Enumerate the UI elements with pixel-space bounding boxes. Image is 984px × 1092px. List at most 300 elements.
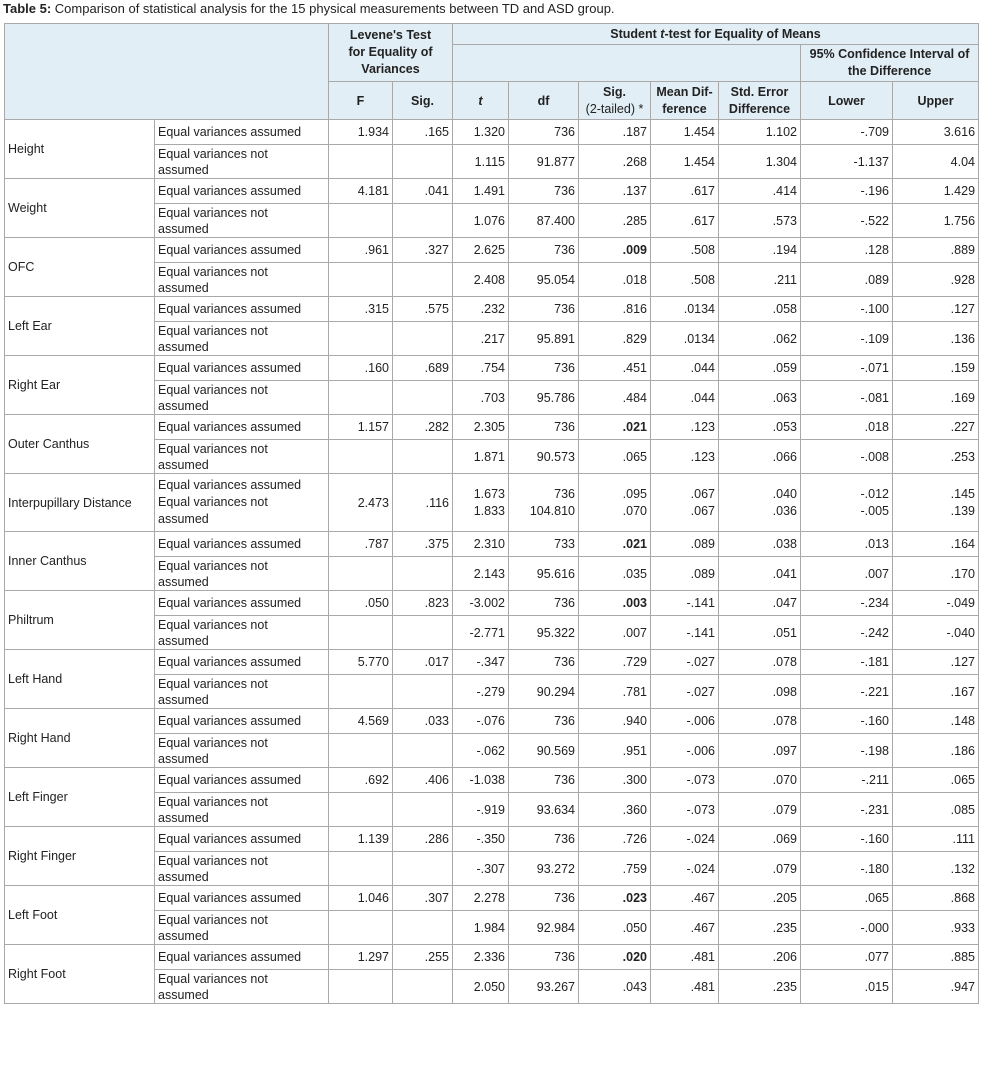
measurement-name: Outer Canthus: [5, 415, 155, 474]
levene-f-empty: [329, 381, 393, 415]
header-t: [453, 82, 509, 120]
levene-sig-empty: [393, 970, 453, 1004]
sig-2-tailed: .300: [579, 768, 651, 793]
sig-2-tailed: .018: [579, 263, 651, 297]
levene-sig: .165: [393, 120, 453, 145]
df: 736: [509, 415, 579, 440]
variance-condition-line: assumed: [158, 869, 209, 884]
mean-diff: -.006: [651, 709, 719, 734]
table-row: [5, 356, 979, 381]
ci-lower: -.221: [801, 675, 893, 709]
sig-2-tailed: .187: [579, 120, 651, 145]
table-row: [5, 945, 979, 970]
df: 90.294: [509, 675, 579, 709]
variance-condition-line: assumed: [158, 692, 209, 707]
levene-f-empty: [329, 852, 393, 886]
measurement-name: Left Foot: [5, 886, 155, 945]
table-row: [5, 238, 979, 263]
ci-upper: .065: [893, 768, 979, 793]
table-row: [5, 591, 979, 616]
measurement-name: Weight: [5, 179, 155, 238]
levene-sig: .575: [393, 297, 453, 322]
std-error: 1.102: [719, 120, 801, 145]
std-error: .235: [719, 911, 801, 945]
std-error-value: .036: [772, 503, 797, 518]
df: 736: [509, 709, 579, 734]
ci-upper-value: .145: [950, 486, 976, 501]
ci-upper: -.040: [893, 616, 979, 650]
levene-f-empty: [329, 440, 393, 474]
table-row: [5, 179, 979, 204]
table-row: [5, 297, 979, 322]
header-ttest-t: t: [660, 27, 665, 41]
sig-2-tailed: .007: [579, 616, 651, 650]
variance-condition-line: Equal variances not: [158, 495, 268, 509]
ci-upper: .947: [893, 970, 979, 1004]
variance-condition: Equal variances assumed: [155, 827, 329, 852]
sig-2-tailed: .065: [579, 440, 651, 474]
sig-2-tailed: [579, 474, 651, 532]
sig-2-tailed: .781: [579, 675, 651, 709]
std-error: 1.304: [719, 145, 801, 179]
ci-upper: 3.616: [893, 120, 979, 145]
header-std-error: [719, 82, 801, 120]
levene-sig-empty: [393, 204, 453, 238]
ci-upper: 4.04: [893, 145, 979, 179]
t: 2.310: [453, 532, 509, 557]
ci-lower: .089: [801, 263, 893, 297]
table-caption-text: Comparison of statistical analysis for the 15 physical measurements between TD and ASD group.: [51, 1, 615, 16]
levene-sig-empty: [393, 381, 453, 415]
t: -.919: [453, 793, 509, 827]
table-row: [5, 120, 979, 145]
std-error: .059: [719, 356, 801, 381]
sig-2-tailed: .021: [579, 415, 651, 440]
levene-sig-empty: [393, 734, 453, 768]
levene-f-empty: [329, 734, 393, 768]
ci-upper: .148: [893, 709, 979, 734]
levene-sig: .307: [393, 886, 453, 911]
t: 1.871: [453, 440, 509, 474]
std-error: .205: [719, 886, 801, 911]
table-row: [5, 768, 979, 793]
t: 2.143: [453, 557, 509, 591]
header-sig: Sig.: [393, 82, 453, 120]
table-caption: [3, 1, 615, 17]
measurement-name: Height: [5, 120, 155, 179]
variance-condition-line: Equal variances not: [158, 382, 268, 397]
mean-diff: .123: [651, 415, 719, 440]
t: [453, 474, 509, 532]
sig-2-tailed: .451: [579, 356, 651, 381]
variance-condition: Equal variances assumed: [155, 238, 329, 263]
mean-diff: .044: [651, 356, 719, 381]
levene-sig-empty: [393, 263, 453, 297]
sig-2-tailed: .035: [579, 557, 651, 591]
ci-lower-value: -.005: [860, 503, 889, 518]
df: 93.634: [509, 793, 579, 827]
t: .232: [453, 297, 509, 322]
mean-diff: .044: [651, 381, 719, 415]
header-std-error-line2: Difference: [728, 101, 791, 116]
t: -1.038: [453, 768, 509, 793]
variance-condition-line: Equal variances not: [158, 735, 268, 750]
variance-condition-line: Equal variances not: [158, 971, 268, 986]
levene-f: 1.046: [329, 886, 393, 911]
t: 2.408: [453, 263, 509, 297]
t: -.307: [453, 852, 509, 886]
mean-diff: -.027: [651, 675, 719, 709]
sig-2-tailed: .021: [579, 532, 651, 557]
df: 92.984: [509, 911, 579, 945]
mean-diff: .123: [651, 440, 719, 474]
mean-diff: .467: [651, 911, 719, 945]
variance-condition: [155, 793, 329, 827]
levene-f-empty: [329, 675, 393, 709]
sig-2-tailed: .360: [579, 793, 651, 827]
ci-lower: .013: [801, 532, 893, 557]
header-ttest-spacer: [453, 45, 801, 82]
levene-f: .315: [329, 297, 393, 322]
levene-f-empty: [329, 322, 393, 356]
mean-diff: 1.454: [651, 120, 719, 145]
sig-2-tailed: .020: [579, 945, 651, 970]
sig-2-tailed: .729: [579, 650, 651, 675]
ci-upper: .885: [893, 945, 979, 970]
variance-condition: Equal variances assumed: [155, 650, 329, 675]
variance-condition-line: assumed: [158, 280, 209, 295]
mean-diff: .481: [651, 970, 719, 1004]
measurement-name: Left Hand: [5, 650, 155, 709]
std-error: .235: [719, 970, 801, 1004]
variance-condition-line: assumed: [158, 987, 209, 1002]
variance-condition: [155, 322, 329, 356]
ci-lower: -.109: [801, 322, 893, 356]
std-error: .097: [719, 734, 801, 768]
t: -.350: [453, 827, 509, 852]
header-ttest: [453, 24, 979, 45]
ci-lower: .015: [801, 970, 893, 1004]
ci-upper: .111: [893, 827, 979, 852]
df: 733: [509, 532, 579, 557]
ci-lower: -.211: [801, 768, 893, 793]
ci-upper: .085: [893, 793, 979, 827]
table-row: [5, 532, 979, 557]
mean-diff: .481: [651, 945, 719, 970]
variance-condition-line: assumed: [158, 810, 209, 825]
t: 2.050: [453, 970, 509, 1004]
std-error: .078: [719, 709, 801, 734]
ci-upper: .928: [893, 263, 979, 297]
header-levene-line3: Variances: [361, 62, 420, 76]
ci-upper: [893, 474, 979, 532]
sig-2-tailed: .023: [579, 886, 651, 911]
mean-diff: .0134: [651, 322, 719, 356]
variance-condition: Equal variances assumed: [155, 591, 329, 616]
header-df: df: [509, 82, 579, 120]
ci-lower: [801, 474, 893, 532]
variance-condition-line: Equal variances not: [158, 146, 268, 161]
t: -2.771: [453, 616, 509, 650]
t: 1.984: [453, 911, 509, 945]
std-error: .063: [719, 381, 801, 415]
variance-condition: [155, 616, 329, 650]
t: 2.336: [453, 945, 509, 970]
header-sig2-line2: (2-tailed) *: [585, 101, 644, 116]
mean-diff: -.006: [651, 734, 719, 768]
sig-2-tailed: .285: [579, 204, 651, 238]
df: 90.569: [509, 734, 579, 768]
levene-f-empty: [329, 911, 393, 945]
statistics-table: [4, 23, 979, 1004]
mean-diff: .617: [651, 204, 719, 238]
ci-upper: .227: [893, 415, 979, 440]
levene-f-empty: [329, 145, 393, 179]
ci-upper: -.049: [893, 591, 979, 616]
table-row: [5, 827, 979, 852]
variance-condition: [155, 557, 329, 591]
ci-upper: .127: [893, 650, 979, 675]
df: 736: [509, 768, 579, 793]
df: 736: [509, 179, 579, 204]
std-error: .051: [719, 616, 801, 650]
t: 1.076: [453, 204, 509, 238]
levene-f: 4.569: [329, 709, 393, 734]
levene-sig-empty: [393, 675, 453, 709]
t: -3.002: [453, 591, 509, 616]
ci-upper: .170: [893, 557, 979, 591]
variance-condition: [155, 204, 329, 238]
t: 1.320: [453, 120, 509, 145]
header-f: F: [329, 82, 393, 120]
t: -.062: [453, 734, 509, 768]
header-upper: Upper: [893, 82, 979, 120]
levene-f: 5.770: [329, 650, 393, 675]
ci-upper: .169: [893, 381, 979, 415]
std-error: [719, 474, 801, 532]
df: 90.573: [509, 440, 579, 474]
ci-lower: -.160: [801, 709, 893, 734]
ci-lower: -.196: [801, 179, 893, 204]
mean-diff: [651, 474, 719, 532]
variance-condition: [155, 440, 329, 474]
sig-2-tailed: .816: [579, 297, 651, 322]
variance-condition-line: Equal variances assumed: [158, 478, 302, 492]
table-row: [5, 886, 979, 911]
ci-lower: -.709: [801, 120, 893, 145]
sig-2-tailed: .726: [579, 827, 651, 852]
ci-upper-value: .139: [950, 503, 976, 518]
variance-condition: Equal variances assumed: [155, 709, 329, 734]
ci-lower: -.081: [801, 381, 893, 415]
header-mean-diff-line2: ference: [662, 101, 707, 116]
mean-diff: .508: [651, 263, 719, 297]
t: -.279: [453, 675, 509, 709]
variance-condition-line: Equal variances not: [158, 794, 268, 809]
variance-condition: [155, 970, 329, 1004]
sig-2-tailed: .829: [579, 322, 651, 356]
variance-condition-line: assumed: [158, 633, 209, 648]
variance-condition-line: Equal variances not: [158, 676, 268, 691]
measurement-name: Philtrum: [5, 591, 155, 650]
levene-f-empty: [329, 204, 393, 238]
levene-f: .961: [329, 238, 393, 263]
ci-lower: -.008: [801, 440, 893, 474]
measurement-name: Left Finger: [5, 768, 155, 827]
sig-2-tailed: .043: [579, 970, 651, 1004]
df: 91.877: [509, 145, 579, 179]
table-row: [5, 474, 979, 532]
t-value: 1.833: [473, 503, 505, 518]
ci-lower-value: -.012: [860, 486, 889, 501]
levene-sig-empty: [393, 793, 453, 827]
mean-diff: .089: [651, 532, 719, 557]
table-row: [5, 650, 979, 675]
levene-sig: .823: [393, 591, 453, 616]
measurement-name: OFC: [5, 238, 155, 297]
variance-condition: Equal variances assumed: [155, 945, 329, 970]
df: 736: [509, 238, 579, 263]
t: 1.491: [453, 179, 509, 204]
levene-sig-empty: [393, 852, 453, 886]
variance-condition-line: assumed: [158, 512, 209, 526]
ci-upper: .132: [893, 852, 979, 886]
header-ci: [801, 45, 979, 82]
df: 736: [509, 886, 579, 911]
variance-condition-line: Equal variances not: [158, 912, 268, 927]
mean-diff: -.141: [651, 616, 719, 650]
ci-upper: .164: [893, 532, 979, 557]
sig-2-tailed: .951: [579, 734, 651, 768]
header-lower: Lower: [801, 82, 893, 120]
sig-2-tailed: .050: [579, 911, 651, 945]
levene-f: 1.297: [329, 945, 393, 970]
df-value: 104.810: [529, 503, 575, 518]
levene-sig: .327: [393, 238, 453, 263]
std-error: .070: [719, 768, 801, 793]
levene-sig-empty: [393, 322, 453, 356]
mean-diff-value: .067: [690, 503, 715, 518]
mean-diff: 1.454: [651, 145, 719, 179]
levene-f: .787: [329, 532, 393, 557]
levene-sig: .017: [393, 650, 453, 675]
levene-sig: .255: [393, 945, 453, 970]
ci-upper: .186: [893, 734, 979, 768]
variance-condition: [155, 145, 329, 179]
sig-2-tailed-value: .095: [622, 486, 647, 501]
variance-condition: Equal variances assumed: [155, 415, 329, 440]
df: 93.267: [509, 970, 579, 1004]
variance-condition-line: assumed: [158, 221, 209, 236]
header-ttest-prefix: Student: [610, 27, 661, 41]
std-error: .047: [719, 591, 801, 616]
variance-condition-line: assumed: [158, 339, 209, 354]
df: 736: [509, 297, 579, 322]
measurement-name: Left Ear: [5, 297, 155, 356]
variance-condition-line: assumed: [158, 574, 209, 589]
df: [509, 474, 579, 532]
mean-diff: .508: [651, 238, 719, 263]
variance-condition: [155, 911, 329, 945]
df: 736: [509, 591, 579, 616]
df: 93.272: [509, 852, 579, 886]
ci-upper: .167: [893, 675, 979, 709]
header-levene-line2: for Equality of: [348, 45, 433, 59]
variance-condition-line: assumed: [158, 398, 209, 413]
std-error: .069: [719, 827, 801, 852]
measurement-name: Right Hand: [5, 709, 155, 768]
variance-condition: Equal variances assumed: [155, 179, 329, 204]
mean-diff: -.073: [651, 793, 719, 827]
df: 736: [509, 827, 579, 852]
std-error: .066: [719, 440, 801, 474]
std-error: .573: [719, 204, 801, 238]
table-row: [5, 709, 979, 734]
std-error: .079: [719, 793, 801, 827]
variance-condition: [155, 852, 329, 886]
df: 95.322: [509, 616, 579, 650]
variance-condition: [155, 474, 329, 532]
variance-condition-line: Equal variances not: [158, 323, 268, 338]
mean-diff: -.141: [651, 591, 719, 616]
measurement-name: Right Foot: [5, 945, 155, 1004]
levene-f-empty: [329, 793, 393, 827]
levene-sig: .375: [393, 532, 453, 557]
levene-f: 2.473: [329, 474, 393, 532]
t: .703: [453, 381, 509, 415]
levene-f: 1.157: [329, 415, 393, 440]
levene-f: .160: [329, 356, 393, 381]
ci-lower: -.242: [801, 616, 893, 650]
ci-lower: -.234: [801, 591, 893, 616]
variance-condition: Equal variances assumed: [155, 768, 329, 793]
variance-condition: Equal variances assumed: [155, 356, 329, 381]
levene-sig-empty: [393, 145, 453, 179]
ci-lower: -1.137: [801, 145, 893, 179]
ci-upper: 1.429: [893, 179, 979, 204]
sig-2-tailed: .009: [579, 238, 651, 263]
std-error: .211: [719, 263, 801, 297]
levene-f-empty: [329, 557, 393, 591]
measurement-name: Right Finger: [5, 827, 155, 886]
levene-f: 4.181: [329, 179, 393, 204]
df: 95.891: [509, 322, 579, 356]
std-error: .194: [719, 238, 801, 263]
ci-upper: .253: [893, 440, 979, 474]
levene-f: 1.139: [329, 827, 393, 852]
variance-condition-line: assumed: [158, 162, 209, 177]
mean-diff: -.073: [651, 768, 719, 793]
t: 2.278: [453, 886, 509, 911]
levene-f-empty: [329, 263, 393, 297]
header-blank: [5, 24, 329, 120]
levene-sig-empty: [393, 557, 453, 591]
levene-sig: .033: [393, 709, 453, 734]
sig-2-tailed: .268: [579, 145, 651, 179]
ci-lower: -.160: [801, 827, 893, 852]
ci-lower: .128: [801, 238, 893, 263]
t: .217: [453, 322, 509, 356]
mean-diff: .617: [651, 179, 719, 204]
t-value: 1.673: [473, 486, 505, 501]
variance-condition: Equal variances assumed: [155, 532, 329, 557]
ci-lower: .065: [801, 886, 893, 911]
mean-diff: .467: [651, 886, 719, 911]
variance-condition: [155, 381, 329, 415]
variance-condition-line: assumed: [158, 457, 209, 472]
df: 736: [509, 120, 579, 145]
variance-condition-line: Equal variances not: [158, 441, 268, 456]
